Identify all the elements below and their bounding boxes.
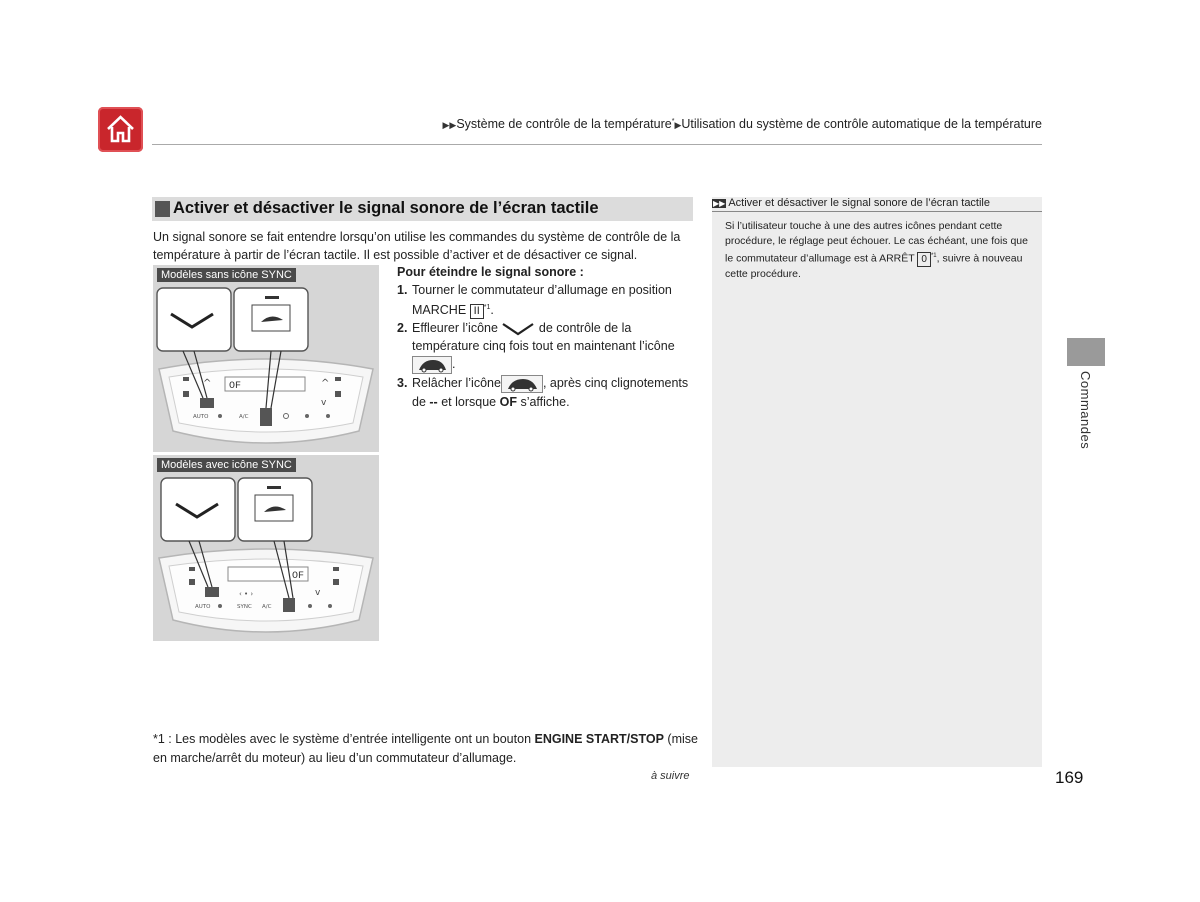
note-panel bbox=[712, 197, 1042, 767]
car-recirculation-icon bbox=[412, 356, 452, 374]
panel-display-text-2: OF bbox=[292, 571, 305, 582]
climate-panel-illustration-1 bbox=[153, 265, 379, 452]
continue-label: à suivre bbox=[651, 770, 690, 782]
breadcrumb-link-2[interactable]: Utilisation du système de contrôle automatique de la température bbox=[681, 117, 1042, 131]
figure-label-without-sync: Modèles sans icône SYNC bbox=[157, 268, 296, 282]
panel-display-text: OF bbox=[229, 381, 242, 392]
procedure-steps bbox=[397, 263, 697, 411]
home-icon bbox=[104, 113, 137, 146]
ignition-off-key-icon: 0 bbox=[917, 252, 931, 267]
section-title: Activer et désactiver le signal sonore de l’écran tactile bbox=[173, 199, 599, 217]
chapter-tab-marker[interactable] bbox=[1067, 338, 1105, 366]
note-marker-icon: ▶▶ bbox=[713, 199, 726, 208]
section-heading bbox=[152, 197, 693, 221]
page-number: 169 bbox=[1055, 768, 1084, 787]
svg-text:A/C: A/C bbox=[239, 414, 249, 420]
figure-without-sync bbox=[153, 265, 379, 452]
svg-text:AUTO: AUTO bbox=[193, 414, 209, 420]
svg-text:SYNC: SYNC bbox=[237, 604, 252, 610]
breadcrumb-arrow-icon: ▶ bbox=[674, 120, 682, 130]
home-button[interactable] bbox=[98, 107, 143, 152]
car-recirculation-icon bbox=[501, 375, 543, 393]
breadcrumb: ▶▶Système de contrôle de la température*▶Utilisation du système de contrôle automatique de la température bbox=[442, 117, 1042, 131]
procedure-title: Pour éteindre le signal sonore : bbox=[397, 265, 584, 279]
heading-square-icon bbox=[155, 201, 170, 217]
climate-panel-illustration-2 bbox=[153, 455, 379, 641]
step-3: 3. Relâcher l’icône , après cinq clignotements de -- et lorsque OF s’affiche. bbox=[397, 375, 689, 409]
svg-text:^: ^ bbox=[203, 378, 212, 389]
note-heading: ▶▶ Activer et désactiver le signal sonore de l’écran tactile bbox=[712, 197, 1042, 212]
intro-paragraph: Un signal sonore se fait entendre lorsqu’on utilise les commandes du système de contrôle de la température à partir de l’écran tactile. Il est possible d’activer et de désactiver ce signal. bbox=[153, 230, 681, 262]
note-body: Si l’utilisateur touche à une des autres icônes pendant cette procédure, le réglage peut échouer. Le cas échéant, une fois que le commutateur d’allumage est à ARRÊT 0 $^{*1}$, suivre à nouveau cette procédure. bbox=[725, 220, 1028, 280]
svg-text:v: v bbox=[321, 398, 327, 408]
footnote: *1 : Les modèles avec le système d’entrée intelligente ont un bouton ENGINE START/STOP (mise en marche/arrêt du moteur) au lieu d’un commutateur d’allumage. bbox=[153, 732, 698, 765]
svg-text:‹ • ›: ‹ • › bbox=[239, 590, 254, 598]
ignition-on-key-icon: II bbox=[470, 304, 484, 319]
breadcrumb-arrows-icon: ▶▶ bbox=[442, 120, 457, 130]
svg-text:^: ^ bbox=[321, 378, 330, 389]
header-divider bbox=[152, 144, 1042, 145]
svg-text:A/C: A/C bbox=[262, 604, 272, 610]
svg-text:AUTO: AUTO bbox=[195, 604, 211, 610]
svg-text:v: v bbox=[315, 588, 321, 598]
figure-with-sync bbox=[153, 455, 379, 641]
chapter-tab-label[interactable]: Commandes bbox=[1078, 371, 1093, 450]
chevron-down-icon bbox=[501, 322, 535, 336]
step-1: 1. Tourner le commutateur d’allumage en position MARCHE II $^{*1}$. bbox=[397, 283, 672, 318]
step-2: 2. Effleurer l’icône de contrôle de la température cinq fois tout en maintenant l’icône . bbox=[397, 319, 697, 374]
breadcrumb-link-1[interactable]: Système de contrôle de la température bbox=[456, 117, 672, 131]
figure-label-with-sync: Modèles avec icône SYNC bbox=[157, 458, 296, 472]
